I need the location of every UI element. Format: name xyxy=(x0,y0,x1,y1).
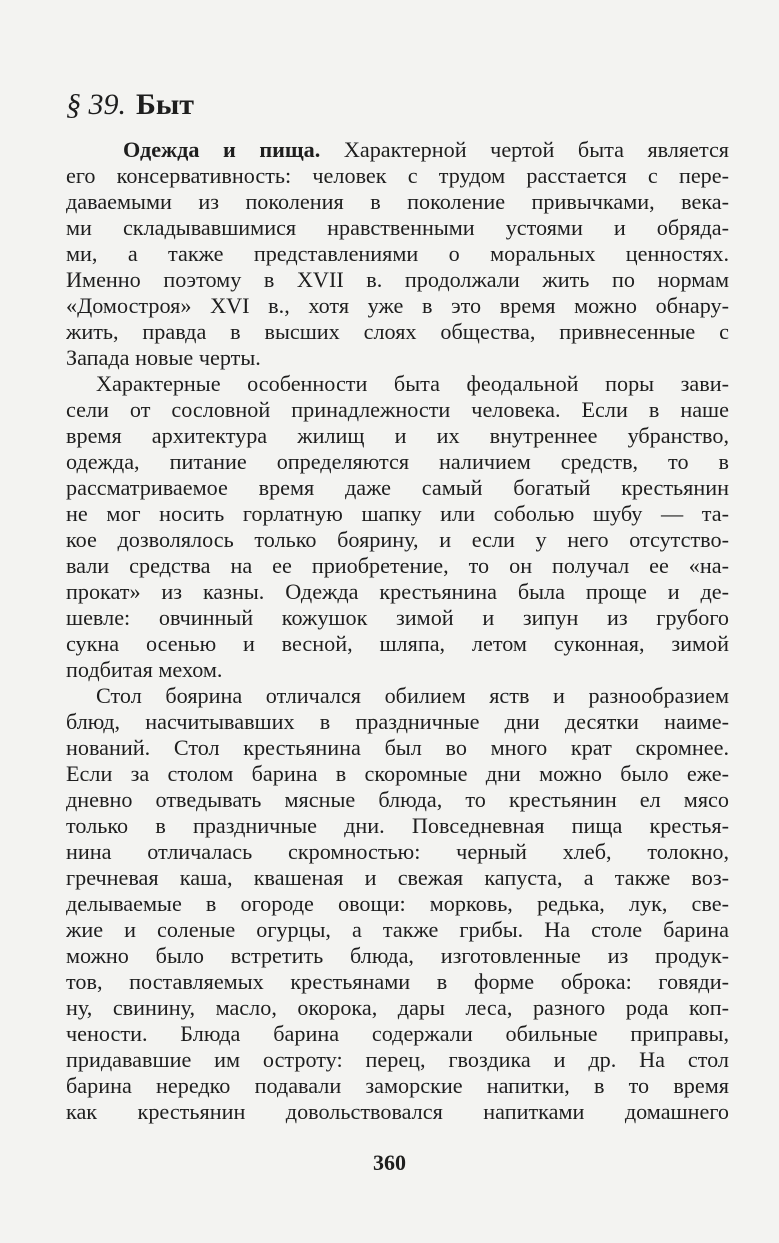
subsection-lead: Одежда и пища. xyxy=(123,137,321,162)
text-line: Если за столом барина в скоромные дни можно было еже- xyxy=(66,761,729,786)
text-line: жие и соленые огурцы, а также грибы. На столе барина xyxy=(66,917,729,942)
text-line: Именно поэтому в XVII в. продолжали жить по нормам xyxy=(66,267,729,292)
text-line: Одежда и пища. Характерной чертой быта является xyxy=(123,137,729,162)
text-line: шевле: овчинный кожушок зимой и зипун из грубого xyxy=(66,605,729,630)
text-line: Характерные особенности быта феодальной поры зави- xyxy=(96,371,729,396)
text-line: блюд, насчитывавших в праздничные дни десятки наиме- xyxy=(66,709,729,734)
text-line: сели от сословной принадлежности человека. Если в наше xyxy=(66,397,729,422)
text-line: ну, свинину, масло, окорока, дары леса, разного рода коп- xyxy=(66,995,729,1020)
text-line: тов, поставляемых крестьянами в форме оброка: говяди- xyxy=(66,969,729,994)
section-title: Быт xyxy=(136,88,194,121)
section-heading xyxy=(66,86,194,124)
text-line: вали средства на ее приобретение, то он получал ее «на- xyxy=(66,553,729,578)
text-line: одежда, питание определяются наличием средств, то в xyxy=(66,449,729,474)
text-line: сукна осенью и весной, шляпа, летом суконная, зимой xyxy=(66,631,729,656)
text-line: барина нередко подавали заморские напитки, в то время xyxy=(66,1073,729,1098)
text-line: не мог носить горлатную шапку или соболью шубу — та- xyxy=(66,501,729,526)
text-line: только в праздничные дни. Повседневная пища крестья- xyxy=(66,813,729,838)
text-line: Стол боярина отличался обилием яств и разнообразием xyxy=(96,683,729,708)
text-line: можно было встретить блюда, изготовленные из продук- xyxy=(66,943,729,968)
text-line: ми складывавшимися нравственными устоями и обряда- xyxy=(66,215,729,240)
text-line: придававшие им остроту: перец, гвоздика и др. На стол xyxy=(66,1047,729,1072)
page-number: 360 xyxy=(373,1150,406,1175)
text-line: «Домостроя» XVI в., хотя уже в это время можно обнару- xyxy=(66,293,729,318)
text-line: как крестьянин довольствовался напитками домашнего xyxy=(66,1099,729,1124)
text-line: Запада новые черты. xyxy=(66,345,261,370)
text-line: гречневая каша, квашеная и свежая капуста, а также воз- xyxy=(66,865,729,890)
text-line: рассматриваемое время даже самый богатый крестьянин xyxy=(66,475,729,500)
text-line: подбитая мехом. xyxy=(66,657,223,682)
text-line: время архитектура жилищ и их внутреннее убранство, xyxy=(66,423,729,448)
text-line: даваемыми из поколения в поколение привычками, века- xyxy=(66,189,729,214)
text-line: ми, а также представлениями о моральных ценностях. xyxy=(66,241,729,266)
text-line: жить, правда в высших слоях общества, привнесенные с xyxy=(66,319,729,344)
text-line: дневно отведывать мясные блюда, то крестьянин ел мясо xyxy=(66,787,729,812)
section-number: § 39. xyxy=(66,88,126,121)
text-line: нина отличалась скромностью: черный хлеб, толокно, xyxy=(66,839,729,864)
text-line: его консервативность: человек с трудом расстается с пере- xyxy=(66,163,729,188)
text-line: прокат» из казны. Одежда крестьянина была проще и де- xyxy=(66,579,729,604)
text-line: кое дозволялось только боярину, и если у него отсутство- xyxy=(66,527,729,552)
text-line: нований. Стол крестьянина был во много крат скромнее. xyxy=(66,735,729,760)
text-line: чености. Блюда барина содержали обильные приправы, xyxy=(66,1021,729,1046)
text-line: делываемые в огороде овощи: морковь, редька, лук, све- xyxy=(66,891,729,916)
